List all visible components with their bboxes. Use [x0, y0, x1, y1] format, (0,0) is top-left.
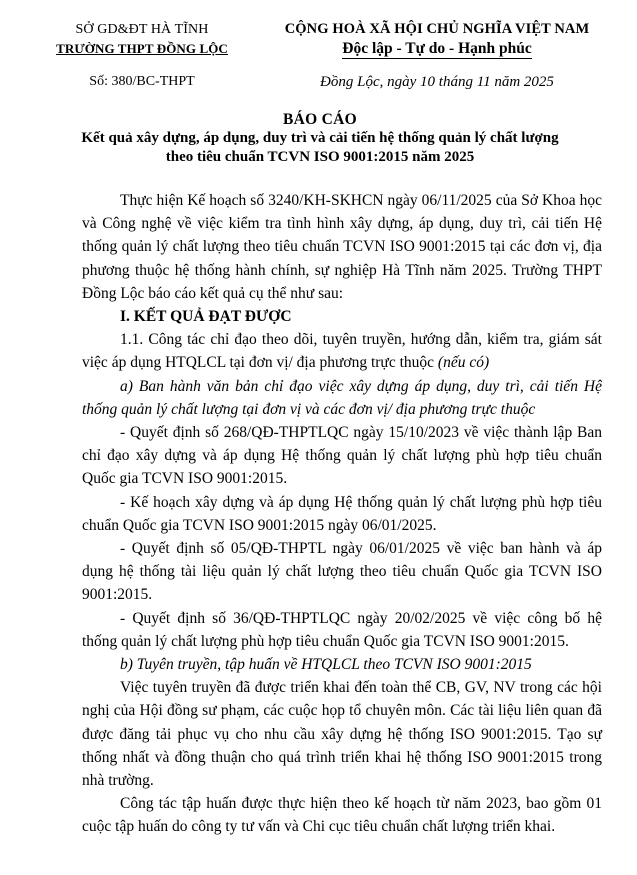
national-motto: Độc lập - Tự do - Hạnh phúc — [342, 40, 532, 57]
document-type: BÁO CÁO — [282, 111, 357, 128]
propaganda-paragraph: Việc tuyên truyền đã được triển khai đến toàn thể CB, GV, NV trong các hội nghị của Hội đồng sư phạm, các cuộc họp tổ chuyên môn. Các tài liệu liên quan đã được đăng tải phục vụ cho nhu cầu xây dựng hệ thống ISO 9001:2015. Tạo sự thống nhất và đồng thuận cho quá trình triển khai hệ thống ISO 9001:2015 trong nhà trường. — [82, 679, 602, 790]
national-header-block — [258, 20, 616, 92]
bullet-decision-36: - Quyết định số 36/QĐ-THPTLQC ngày 20/02/2025 về việc công bố hệ thống quản lý chất lượng phù hợp tiêu chuẩn Quốc gia TCVN ISO 9001:2015. — [82, 609, 602, 650]
subsection-a: a) Ban hành văn bản chỉ đạo việc xây dựng áp dụng, duy trì, cải tiến Hệ thống quản lý chất lượng tại đơn vị và các đơn vị/ địa phương trực thuộc — [82, 377, 602, 418]
report-title-block — [40, 110, 600, 167]
subsection-b: b) Tuyên truyền, tập huấn về HTQLCL theo TCVN ISO 9001:2015 — [120, 656, 532, 674]
document-number: Số: 380/BC-THPT — [89, 74, 195, 89]
report-subject-line-2: theo tiêu chuẩn TCVN ISO 9001:2015 năm 2025 — [165, 149, 475, 165]
place-and-date: Đồng Lộc, ngày 10 tháng 11 năm 2025 — [320, 74, 554, 90]
item-1-1-note: (nếu có) — [437, 354, 490, 372]
report-body — [82, 189, 602, 839]
item-1-1-text: 1.1. Công tác chỉ đạo theo dõi, tuyên truyền, hướng dẫn, kiểm tra, giám sát việc áp dụng HTQLCL tại đơn vị/ địa phương trực thuộc — [82, 331, 602, 372]
issuing-agency-block — [28, 20, 256, 91]
intro-paragraph: Thực hiện Kế hoạch số 3240/KH-SKHCN ngày 06/11/2025 của Sở Khoa học và Công nghệ về việc kiểm tra tình hình xây dựng, áp dụng, duy trì, cải tiến Hệ thống quản lý chất lượng theo tiêu chuẩn TCVN ISO 9001:2015 tại các đơn vị, địa phương thuộc hệ thống hành chính, sự nghiệp Hà Tĩnh năm 2025. Trường THPT Đồng Lộc báo cáo kết quả cụ thể như sau: — [82, 192, 602, 302]
national-title: CỘNG HOÀ XÃ HỘI CHỦ NGHĨA VIỆT NAM — [284, 21, 590, 37]
report-subject-line-1: Kết quả xây dựng, áp dụng, duy trì và cải tiến hệ thống quản lý chất lượng — [81, 130, 559, 146]
bullet-decision-268: - Quyết định số 268/QĐ-THPTLQC ngày 15/10/2023 về việc thành lập Ban chỉ đạo xây dựng và áp dụng Hệ thống quản lý chất lượng phù hợp tiêu chuẩn Quốc gia TCVN ISO 9001:2015. — [82, 424, 602, 488]
agency-name: SỞ GD&ĐT HÀ TĨNH — [75, 22, 209, 37]
section-heading-results: I. KẾT QUẢ ĐẠT ĐƯỢC — [120, 308, 292, 326]
school-name: TRƯỜNG THPT ĐỒNG LỘC — [56, 41, 228, 56]
training-paragraph: Công tác tập huấn được thực hiện theo kế hoạch từ năm 2023, bao gồm 01 cuộc tập huấn do công ty tư vấn và Chi cục tiêu chuẩn chất lượng triển khai. — [82, 795, 602, 836]
bullet-plan: - Kế hoạch xây dựng và áp dụng Hệ thống quản lý chất lượng phù hợp tiêu chuẩn Quốc gia TCVN ISO 9001:2015 ngày 06/01/2025. — [82, 493, 602, 534]
item-1-1 — [82, 328, 602, 374]
bullet-decision-05: - Quyết định số 05/QĐ-THPTL ngày 06/01/2025 về việc ban hành và áp dụng hệ thống tài liệu quản lý chất lượng theo tiêu chuẩn Quốc gia TCVN ISO 9001:2015. — [82, 540, 602, 604]
